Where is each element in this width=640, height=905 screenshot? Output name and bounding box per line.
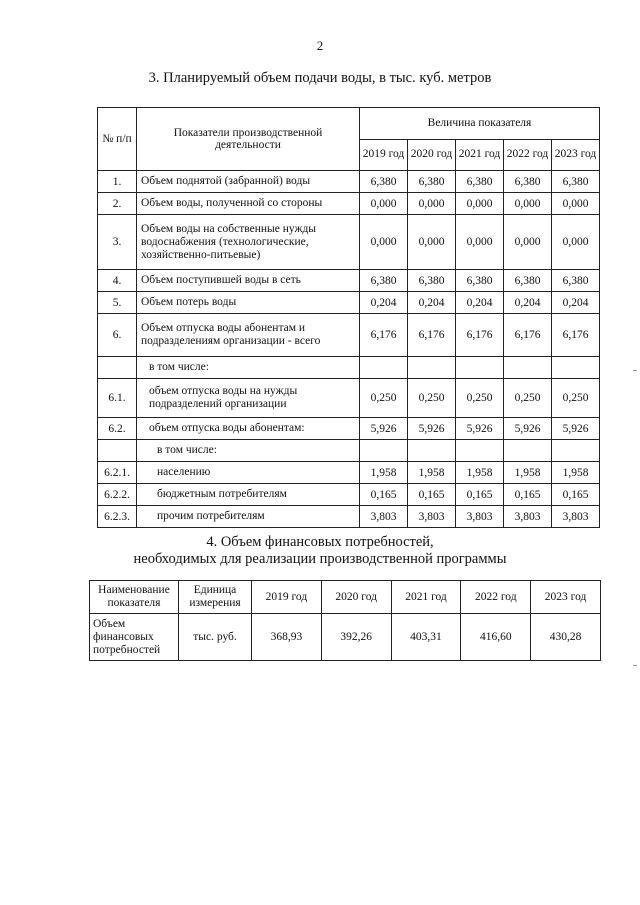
row-label: объем отпуска воды на нужды подразделений организации [137, 379, 360, 418]
row-value: 5,926 [504, 418, 552, 440]
row-value [456, 357, 504, 379]
table-header-row [98, 108, 600, 140]
row-value: 1,958 [504, 462, 552, 484]
financial-needs-table [89, 580, 601, 661]
row-value: 0,250 [456, 379, 504, 418]
table-row [98, 215, 600, 270]
row-value [408, 357, 456, 379]
row-number: 6.2.2. [98, 484, 137, 506]
row-value: 0,165 [408, 484, 456, 506]
row-value: 0,000 [456, 215, 504, 270]
row-value: 392,26 [321, 614, 391, 661]
row-value: 0,165 [456, 484, 504, 506]
row-value: 0,165 [504, 484, 552, 506]
section-4-title-line-1: 4. Объем финансовых потребностей, [206, 534, 434, 550]
table-row [90, 614, 601, 661]
row-value: 1,958 [456, 462, 504, 484]
row-value [552, 440, 600, 462]
row-value: 0,250 [504, 379, 552, 418]
row-value: 1,958 [408, 462, 456, 484]
column-header-num: № п/п [98, 108, 137, 171]
row-value: 0,000 [408, 215, 456, 270]
row-label: Объем поднятой (забранной) воды [137, 171, 360, 193]
row-number: 6.1. [98, 379, 137, 418]
table-row [98, 484, 600, 506]
row-value: 6,380 [360, 270, 408, 292]
row-label: Объем поступившей воды в сеть [137, 270, 360, 292]
row-value: 6,380 [408, 270, 456, 292]
row-number: 1. [98, 171, 137, 193]
row-value: 5,926 [360, 418, 408, 440]
row-value: 3,803 [552, 506, 600, 528]
row-number: 6. [98, 314, 137, 357]
row-label: Объем воды на собственные нужды водоснабжения (технологические, хозяйственно-питьевые) [137, 215, 360, 270]
scan-mark [633, 665, 637, 666]
table-row [98, 462, 600, 484]
row-number: 6.2.3. [98, 506, 137, 528]
column-header-value-group: Величина показателя [360, 108, 600, 140]
row-value: 6,176 [552, 314, 600, 357]
row-label: в том числе: [137, 357, 360, 379]
section-4-title-line-2: необходимых для реализации производственной программы [133, 551, 507, 567]
row-value: 6,380 [408, 171, 456, 193]
column-header-year: 2023 год [531, 581, 601, 614]
row-value: 6,176 [408, 314, 456, 357]
row-value: 0,165 [552, 484, 600, 506]
row-value: 6,380 [504, 171, 552, 193]
column-header-year: 2019 год [360, 139, 408, 171]
table-row [98, 314, 600, 357]
row-value: 403,31 [391, 614, 461, 661]
row-value: 0,165 [360, 484, 408, 506]
row-value: 6,176 [456, 314, 504, 357]
row-label: Объем воды, полученной со стороны [137, 193, 360, 215]
row-label: бюджетным потребителям [137, 484, 360, 506]
column-header-name: Наименование показателя [90, 581, 179, 614]
row-value: 0,000 [408, 193, 456, 215]
row-value: 0,204 [504, 292, 552, 314]
row-name: Объем финансовых потребностей [90, 614, 179, 661]
row-value [552, 357, 600, 379]
row-value [504, 440, 552, 462]
row-value: 0,000 [552, 193, 600, 215]
row-value: 0,250 [360, 379, 408, 418]
row-number: 6.2. [98, 418, 137, 440]
column-header-year: 2019 год [252, 581, 322, 614]
table-header-row [90, 581, 601, 614]
row-value: 3,803 [504, 506, 552, 528]
row-value: 6,380 [456, 270, 504, 292]
row-value: 430,28 [531, 614, 601, 661]
table-row [98, 379, 600, 418]
water-supply-table [97, 107, 600, 528]
row-number: 2. [98, 193, 137, 215]
table-row [98, 440, 600, 462]
row-value [456, 440, 504, 462]
row-value: 0,000 [504, 193, 552, 215]
section-3-title: 3. Планируемый объем подачи воды, в тыс. куб. метров [148, 70, 492, 86]
row-value: 0,250 [408, 379, 456, 418]
row-value [504, 357, 552, 379]
table-body [98, 171, 600, 528]
row-value [360, 357, 408, 379]
column-header-year: 2020 год [408, 139, 456, 171]
table-row [98, 357, 600, 379]
section-4-title [40, 534, 600, 568]
row-value: 6,380 [504, 270, 552, 292]
row-value: 6,380 [360, 171, 408, 193]
row-label: прочим потребителям [137, 506, 360, 528]
row-value: 6,380 [456, 171, 504, 193]
row-value: 0,204 [456, 292, 504, 314]
row-value: 5,926 [408, 418, 456, 440]
row-value: 6,176 [360, 314, 408, 357]
table-row [98, 270, 600, 292]
column-header-year: 2021 год [391, 581, 461, 614]
row-number [98, 440, 137, 462]
row-number: 3. [98, 215, 137, 270]
row-label: населению [137, 462, 360, 484]
row-value: 0,000 [504, 215, 552, 270]
row-value: 3,803 [360, 506, 408, 528]
row-value: 0,000 [456, 193, 504, 215]
column-header-year: 2021 год [456, 139, 504, 171]
row-value: 416,60 [461, 614, 531, 661]
row-value: 5,926 [456, 418, 504, 440]
row-number: 6.2.1. [98, 462, 137, 484]
row-value: 0,204 [408, 292, 456, 314]
column-header-year: 2020 год [321, 581, 391, 614]
column-header-indicator: Показатели производственной деятельности [137, 108, 360, 171]
row-value: 6,380 [552, 171, 600, 193]
row-label: Объем отпуска воды абонентам и подразделениям организации - всего [137, 314, 360, 357]
row-number: 5. [98, 292, 137, 314]
table-row [98, 171, 600, 193]
row-number: 4. [98, 270, 137, 292]
row-value [360, 440, 408, 462]
column-header-year: 2023 год [552, 139, 600, 171]
row-label: Объем потерь воды [137, 292, 360, 314]
row-value: 368,93 [252, 614, 322, 661]
row-value: 0,000 [552, 215, 600, 270]
row-value: 6,380 [552, 270, 600, 292]
row-value: 3,803 [408, 506, 456, 528]
row-value: 1,958 [360, 462, 408, 484]
row-value: 0,000 [360, 215, 408, 270]
scan-mark [633, 370, 637, 371]
row-number [98, 357, 137, 379]
column-header-year: 2022 год [504, 139, 552, 171]
row-value: 0,000 [360, 193, 408, 215]
row-value: 5,926 [552, 418, 600, 440]
row-unit: тыс. руб. [179, 614, 252, 661]
row-value: 0,250 [552, 379, 600, 418]
table-row [98, 292, 600, 314]
row-value: 6,176 [504, 314, 552, 357]
row-value: 0,204 [360, 292, 408, 314]
row-value: 0,204 [552, 292, 600, 314]
table-row [98, 506, 600, 528]
row-label: объем отпуска воды абонентам: [137, 418, 360, 440]
row-value: 1,958 [552, 462, 600, 484]
table-row [98, 193, 600, 215]
row-value [408, 440, 456, 462]
row-label: в том числе: [137, 440, 360, 462]
row-value: 3,803 [456, 506, 504, 528]
column-header-year: 2022 год [461, 581, 531, 614]
page-number: 2 [316, 38, 324, 53]
table-row [98, 418, 600, 440]
column-header-unit: Единица измерения [179, 581, 252, 614]
